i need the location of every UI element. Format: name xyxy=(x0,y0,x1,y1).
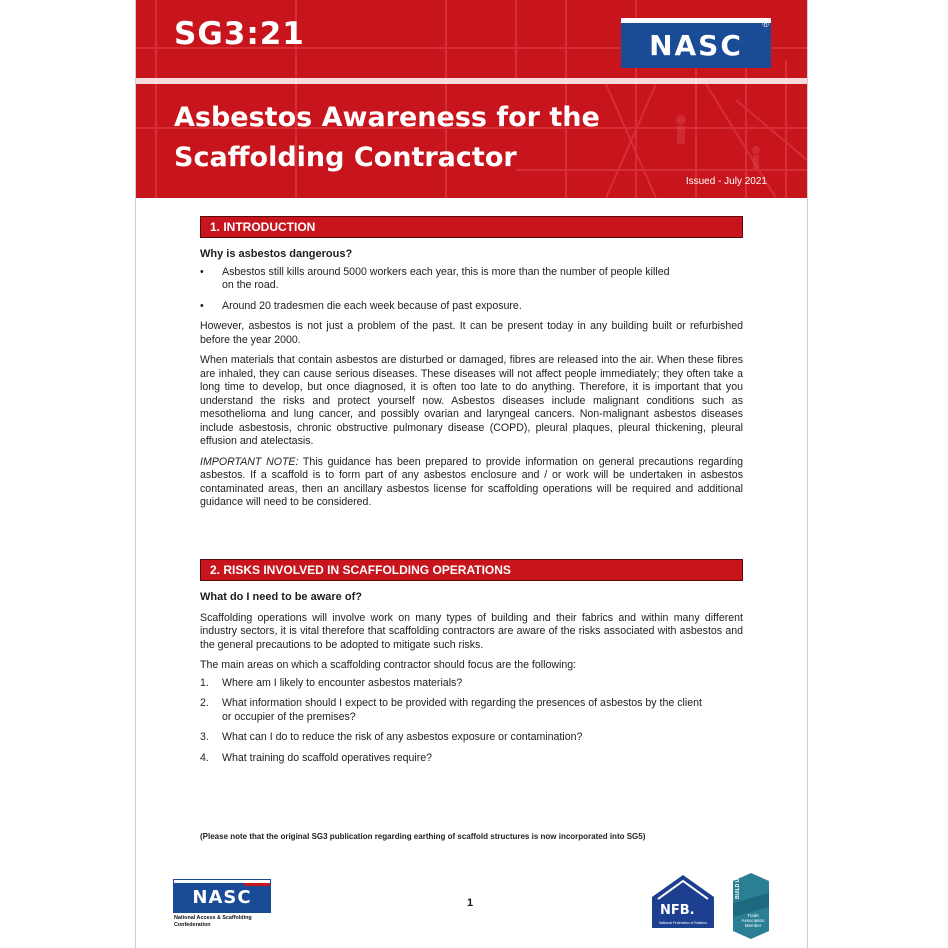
section-1-body xyxy=(200,248,743,510)
item-line-2: or occupier of the premises? xyxy=(222,710,356,723)
list-item xyxy=(200,731,743,745)
bullet-line-1: Asbestos still kills around 5000 workers each year, this is more than the number of people killed xyxy=(222,265,670,278)
builduk-member-text xyxy=(739,913,767,928)
banner-divider xyxy=(136,78,807,84)
paragraph: The main areas on which a scaffolding contractor should focus are the following: xyxy=(200,659,577,671)
nasc-footer-logo-box xyxy=(174,880,270,912)
list-item xyxy=(200,677,743,691)
logo-red-strip xyxy=(244,883,270,886)
nasc-full-name xyxy=(174,915,274,928)
footnote: (Please note that the original SG3 publication regarding earthing of scaffold structures is now incorporated into SG5) xyxy=(200,832,646,841)
builduk-member-line-2: Association xyxy=(741,918,765,923)
bullet-text xyxy=(222,266,743,293)
note-body: This guidance has been prepared to provide information on general precautions regarding asbestos. If a scaffold is to form part of any asbestos enclosure and / or work will be undertaken in asbestos contaminated areas, then an ancillary asbestos license for scaffolding operations will be required and additional guidance will need to be considered. xyxy=(200,455,743,508)
note-lead: IMPORTANT NOTE: xyxy=(200,455,299,468)
bullet-mark: • xyxy=(200,265,204,278)
section-2-heading: 2. RISKS INVOLVED IN SCAFFOLDING OPERATIONS xyxy=(200,559,743,581)
section-2-body xyxy=(200,591,743,765)
item-number: 2. xyxy=(200,697,209,709)
list-item xyxy=(200,697,743,724)
builduk-member-line-3: Member xyxy=(744,923,762,928)
important-note xyxy=(200,456,743,510)
document-code: SG3:21 xyxy=(174,16,305,52)
item-number: 1. xyxy=(200,676,209,689)
document-title xyxy=(174,98,694,178)
title-line-1: Asbestos Awareness for the xyxy=(174,102,600,133)
item-text: What training do scaffold operatives require? xyxy=(222,751,433,764)
nasc-full-name-line-1: National Access & Scaffolding xyxy=(174,915,252,921)
section-2-subheading: What do I need to be aware of? xyxy=(200,591,362,603)
nfb-logo xyxy=(650,873,716,928)
item-number: 4. xyxy=(200,751,209,764)
registered-mark: ® xyxy=(762,19,769,29)
builduk-member-line-1: Trade xyxy=(747,913,759,918)
page-edge-right xyxy=(807,0,808,948)
page-number: 1 xyxy=(467,897,474,909)
builduk-logo xyxy=(733,873,769,939)
item-line-1: What information should I expect to be provided with regarding the presences of asbestos by the client xyxy=(222,697,702,709)
title-line-2: Scaffolding Contractor xyxy=(174,142,517,173)
nasc-logo-text: NASC xyxy=(649,29,743,62)
nasc-logo xyxy=(621,18,771,68)
bullet-mark: • xyxy=(200,299,204,312)
list-item xyxy=(200,266,743,293)
nasc-full-name-line-2: Confederation xyxy=(174,921,211,928)
header-banner xyxy=(136,0,807,198)
item-text xyxy=(222,697,743,724)
bullet-line-2: on the road. xyxy=(222,279,279,291)
paragraph: Scaffolding operations will involve work on many types of building and their fabrics and within many different industry sectors, it is vital therefore that scaffolding contractors are aware of the risks associated with asbestos and the general precautions to be adopted to mitigate such risks. xyxy=(200,611,743,651)
bullet-text: Around 20 tradesmen die each week because of past exposure. xyxy=(222,299,522,312)
issue-date: Issued - July 2021 xyxy=(685,176,767,187)
item-number: 3. xyxy=(200,731,209,743)
nfb-full-name: National Federation of Builders xyxy=(658,921,708,925)
nasc-footer-logo xyxy=(174,880,274,928)
item-text: What can I do to reduce the risk of any asbestos exposure or contamination? xyxy=(222,731,583,743)
builduk-label: BUILD UK xyxy=(735,875,741,899)
section-1-subheading: Why is asbestos dangerous? xyxy=(200,248,353,260)
list-item xyxy=(200,300,743,314)
nasc-footer-logo-text: NASC xyxy=(192,887,252,908)
item-text: Where am I likely to encounter asbestos materials? xyxy=(222,676,463,689)
paragraph: When materials that contain asbestos are disturbed or damaged, fibres are released into the air. When these fibres are inhaled, they can cause serious diseases. These diseases will not affect people immediately; they often take a long time to develop, but once diagnosed, it is often too late to do anything. Therefore, it is important that you understand the risks and protect yourself now. Asbestos diseases include malignant conditions such as mesothelioma and lung cancer, and possibly ovarian and laryngeal cancers. Non-malignant asbestos diseases include asbestosis, chronic obstructive pulmonary disease (COPD), pleural plaques, pleural thickening, pleural effusion and atelectasis. xyxy=(200,354,743,447)
nfb-logo-text: NFB. xyxy=(660,903,695,918)
nfb-house-icon xyxy=(650,873,716,928)
section-1-heading: 1. INTRODUCTION xyxy=(200,216,743,238)
list-item xyxy=(200,752,743,766)
paragraph: However, asbestos is not just a problem of the past. It can be present today in any building built or refurbished before the year 2000. xyxy=(200,320,743,346)
